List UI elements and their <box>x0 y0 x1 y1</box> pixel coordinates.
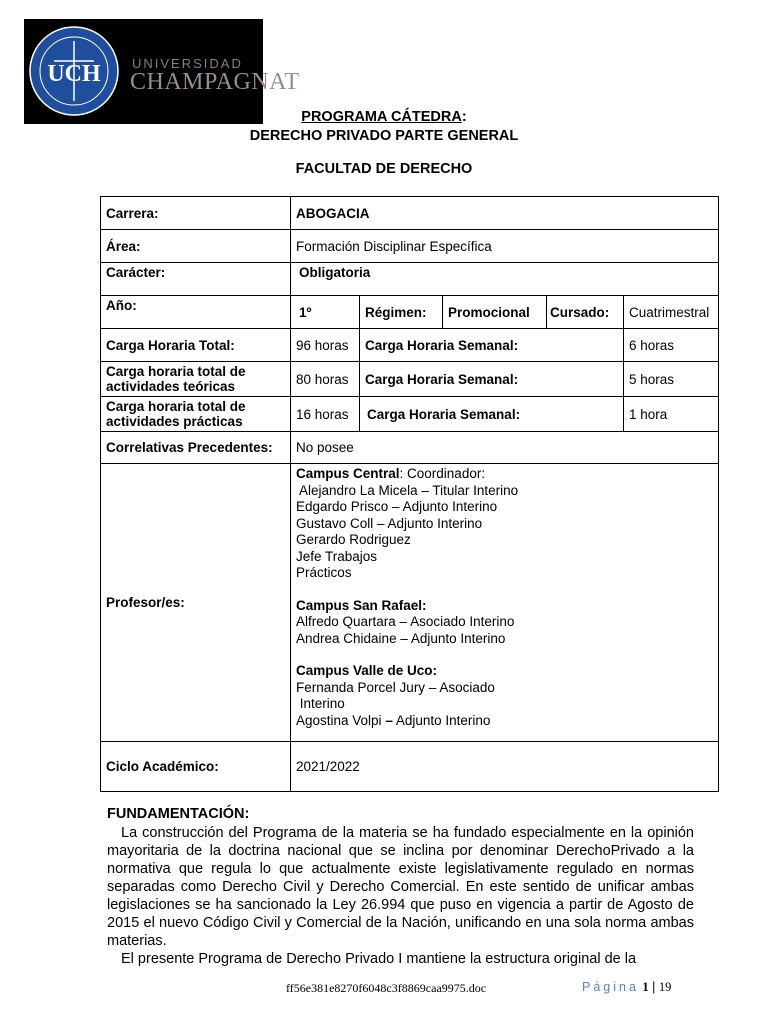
anio-label: Año: <box>101 296 291 329</box>
footer-page-number: Página 1 | 19 <box>582 980 672 994</box>
practicas-semanal-value: 1 hora <box>624 397 719 432</box>
list-item: Agostina Volpi – Adjunto Interino <box>296 712 491 728</box>
cursado-label: Cursado: <box>547 296 624 329</box>
carrera-label: Carrera: <box>101 197 291 230</box>
table-row <box>101 197 719 230</box>
practicas-label: Carga horaria total de actividades prácticas <box>101 397 291 432</box>
area-label: Área: <box>101 230 291 263</box>
profesores-list: Campus Central: Coordinador: Alejandro La Micela – Titular Interino Edgardo Prisco – Adjunto Interino Gustavo Coll – Adjunto Interino Gerardo Rodriguez Jefe Trabajos Prácticos Campus San Rafael: Alfredo Quartara – Asociado Interino Andrea Chidaine – Adjunto Interino Campus Valle de Uco: Fernanda Porcel Jury – Asociado Interino Agostina Volpi – Adjunto Interino <box>291 464 719 742</box>
subject-title: DERECHO PRIVADO PARTE GENERAL <box>249 128 519 144</box>
ciclo-value: 2021/2022 <box>291 742 719 792</box>
caracter-value: Obligatoria <box>291 263 719 296</box>
teoricas-semanal-label: Carga Horaria Semanal: <box>360 362 624 397</box>
campus-valle-uco-title: Campus Valle de Uco: <box>296 663 438 678</box>
caracter-label: Carácter: <box>101 263 291 296</box>
list-item: Gustavo Coll – Adjunto Interino <box>296 515 483 531</box>
campus-san-rafael-title: Campus San Rafael: <box>296 597 427 613</box>
carga-total-value: 96 horas <box>291 329 360 362</box>
list-item: Alfredo Quartara – Asociado Interino <box>296 614 515 629</box>
footer-filename: ff56e381e8270f6048c3f8869caa9975.doc <box>286 981 487 995</box>
faculty-title: FACULTAD DE DERECHO <box>295 161 473 177</box>
table-row <box>101 329 719 362</box>
carrera-value: ABOGACIA <box>291 197 719 230</box>
paragraph: El presente Programa de Derecho Privado I mantiene la estructura original de la <box>121 951 637 967</box>
logo-line-1: UNIVERSIDAD <box>132 56 243 71</box>
table-row <box>101 263 719 296</box>
carga-total-label: Carga Horaria Total: <box>101 329 291 362</box>
table-row <box>101 362 719 397</box>
list-item: Interino <box>296 696 345 711</box>
profesores-label: Profesor/es: <box>101 464 291 742</box>
course-info-table <box>100 196 719 792</box>
table-row <box>101 742 719 792</box>
list-item: Fernanda Porcel Jury – Asociado <box>296 679 495 695</box>
teoricas-label: Carga horaria total de actividades teóricas <box>101 362 291 397</box>
carga-semanal-value: 6 horas <box>624 329 719 362</box>
logo-line-2: CHAMPAGNAT <box>130 69 300 95</box>
teoricas-semanal-value: 5 horas <box>624 362 719 397</box>
carga-semanal-label: Carga Horaria Semanal: <box>360 329 624 362</box>
practicas-semanal-label: Carga Horaria Semanal: <box>360 397 624 432</box>
practicas-value: 16 horas <box>291 397 360 432</box>
correlativas-label: Correlativas Precedentes: <box>101 432 291 464</box>
regimen-label: Régimen: <box>360 296 443 329</box>
list-item: Andrea Chidaine – Adjunto Interino <box>296 630 506 646</box>
table-row <box>101 432 719 464</box>
list-item: Prácticos <box>296 565 352 580</box>
seal-letters: UCH <box>47 61 101 87</box>
paragraph: La construcción del Programa de la materia se ha fundado especialmente en la opinión mayoritaria de la doctrina nacional que se inclina por denominar DerechoPrivado a la normativa que regula lo que actualmente existe legislativamente regulado en normas separadas como Derecho Civil y Derecho Comercial. En este sentido de unificar ambas legislaciones se ha sancionado la Ley 26.994 que puso en vigencia a partir de Agosto de 2015 el nuevo Código Civil y Comercial de la Nación, unificando en una sola norma ambas materias. <box>107 825 694 949</box>
section-heading: FUNDAMENTACIÓN: <box>107 806 250 822</box>
list-item: Jefe Trabajos <box>296 548 378 564</box>
list-item: Edgardo Prisco – Adjunto Interino <box>296 499 498 514</box>
correlativas-value: No posee <box>291 432 719 464</box>
teoricas-value: 80 horas <box>291 362 360 397</box>
table-row <box>101 230 719 263</box>
regimen-value: Promocional <box>443 296 547 329</box>
list-item: Alejandro La Micela – Titular Interino <box>296 482 519 498</box>
table-row <box>101 296 719 329</box>
table-row <box>101 397 719 432</box>
cursado-value: Cuatrimestral <box>624 296 719 329</box>
campus-central-title: Campus Central <box>296 466 400 481</box>
area-value: Formación Disciplinar Específica <box>291 230 719 263</box>
anio-value: 1º <box>291 296 360 329</box>
table-row <box>101 464 719 742</box>
ciclo-label: Ciclo Académico: <box>101 742 291 792</box>
list-item: Gerardo Rodriguez <box>296 532 411 547</box>
document-title: PROGRAMA CÁTEDRA: <box>301 109 467 125</box>
